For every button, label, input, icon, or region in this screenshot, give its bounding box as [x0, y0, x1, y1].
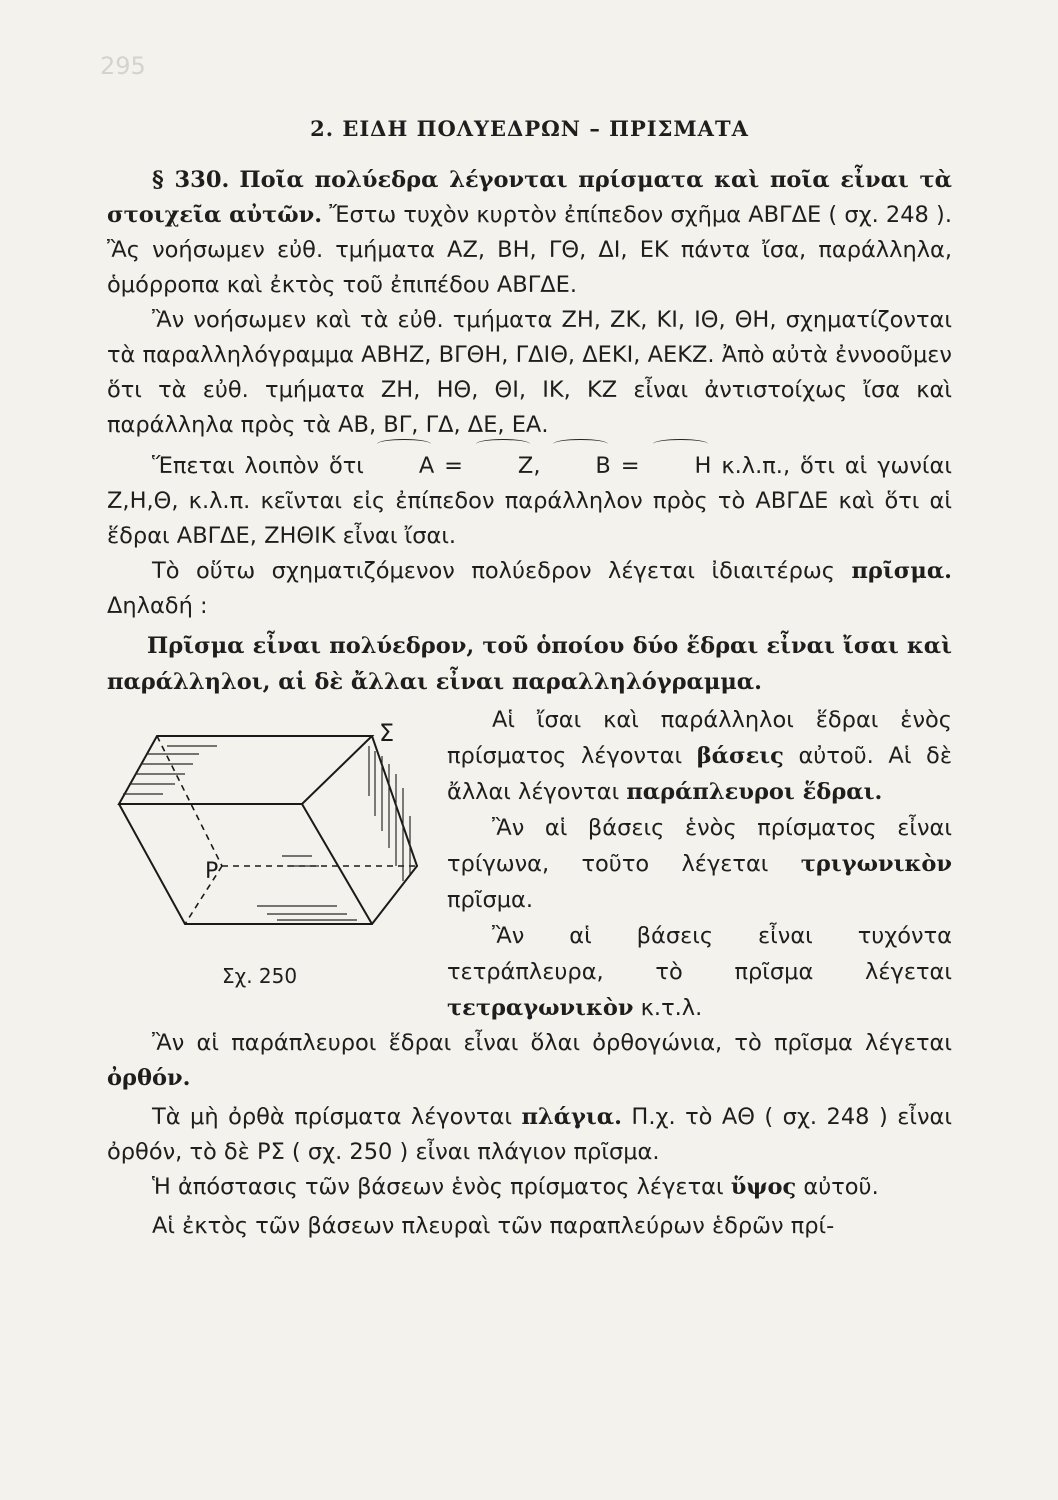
- equals-sign-2: =: [610, 453, 650, 479]
- angle-h: Η: [650, 449, 712, 484]
- angle-b: Β: [550, 449, 610, 484]
- paragraph-parallelograms: Ἂν νοήσωμεν καὶ τὰ εὐθ. τμήματα ΖΗ, ΖΚ, ΚΙ, ΙΘ, ΘΗ, σχηματίζονται τὰ παραλληλόγραμμα ΑΒΗΖ, ΒΓΘΗ, ΓΔΙΘ, ΔΕΚΙ, ΑΕΚΖ. Ἀπὸ αὐτὰ ἐννοοῦμεν ὅτι τὰ εὐθ. τμήματα ΖΗ, ΗΘ, ΘΙ, ΙΚ, ΚΖ εἶναι ἀντιστοίχως ἴσα καὶ παράλληλα πρὸς τὰ ΑΒ, ΒΓ, ΓΔ, ΔΕ, ΕΑ.: [107, 307, 952, 438]
- term-quadrangular: τετραγωνικὸν: [447, 995, 634, 1021]
- edge-left: [119, 804, 185, 924]
- comma: ,: [533, 453, 551, 479]
- term-right: ὀρθόν.: [107, 1065, 191, 1091]
- term-lateral-faces: παράπλευροι ἕδραι.: [626, 779, 883, 805]
- paragraph-330-text: Ἔστω τυχὸν κυρτὸν ἐπίπεδον σχῆμα ΑΒΓΔΕ ( σχ. 248 ). Ἂς νοήσωμεν εὐθ. τμήματα ΑΖ, ΒΗ, ΓΘ, ΔΙ, ΕΚ πάντα ἴσα, παράλληλα, ὁμόρροπα καὶ ἐκτὸς τοῦ ἐπιπέδου ΑΒΓΔΕ.: [107, 202, 952, 298]
- hidden-edge-back: [157, 736, 222, 866]
- figure-side-text: [447, 702, 952, 1026]
- paragraph-quadrangular: [447, 918, 952, 1026]
- term-bases: βάσεις: [696, 743, 784, 769]
- paragraph-oblique: [107, 1100, 952, 1170]
- paragraph-prism-intro: [107, 554, 952, 624]
- paragraph-330: [107, 163, 952, 303]
- figure-row: [107, 702, 952, 1026]
- label-sigma: Σ: [379, 719, 395, 747]
- height-after: αὐτοῦ.: [796, 1174, 879, 1200]
- paragraph-lateral-edges: Αἱ ἐκτὸς τῶν βάσεων πλευραὶ τῶν παραπλεύρων ἑδρῶν πρί-: [152, 1213, 835, 1239]
- height-text: Ἡ ἀπόστασις τῶν βάσεων ἑνὸς πρίσματος λέγεται: [152, 1174, 731, 1200]
- paragraph-right-prism: [107, 1026, 952, 1096]
- section-number: § 330.: [152, 167, 230, 193]
- quadrangular-text: Ἂν αἱ βάσεις εἶναι τυχόντα τετράπλευρα, τὸ πρῖσμα λέγεται: [447, 923, 952, 985]
- right-prism-text: Ἂν αἱ παράπλευροι ἕδραι εἶναι ὅλαι ὀρθογώνια, τὸ πρῖσμα λέγεται: [152, 1030, 952, 1056]
- paragraph-bases: [447, 702, 952, 810]
- term-prism: πρῖσμα.: [851, 558, 952, 584]
- equals-sign: =: [434, 453, 473, 479]
- figure-250: [107, 702, 447, 987]
- page-number: 295: [100, 52, 146, 80]
- bottom-edge: [185, 866, 417, 924]
- paragraph-height: [107, 1170, 952, 1205]
- oblique-text: Τὰ μὴ ὀρθὰ πρίσματα λέγονται: [152, 1104, 522, 1130]
- paragraph-triangular: [447, 810, 952, 918]
- angle-z: Ζ: [473, 449, 533, 484]
- prism-diagram: [107, 706, 437, 966]
- section-heading: 2. ΕΙΔΗ ΠΟΛΥΕΔΡΩΝ – ΠΡΙΣΜΑΤΑ: [310, 116, 749, 141]
- term-oblique: πλάγια.: [521, 1104, 622, 1130]
- prism-intro-text: Τὸ οὕτω σχηματιζόμενον πολύεδρον λέγεται ἰδιαιτέρως: [152, 558, 852, 584]
- bases-mid: αὐτοῦ. Αἱ δὲ ἄλλαι λέγονται: [447, 743, 952, 805]
- angle-a: Α: [374, 449, 434, 484]
- quadrangular-after: κ.τ.λ.: [633, 995, 703, 1021]
- page-body: [107, 116, 952, 1244]
- prism-intro-after: Δηλαδή :: [107, 593, 208, 619]
- figure-caption: Σχ. 250: [222, 964, 298, 988]
- paragraph-angles: [107, 449, 952, 554]
- oblique-after: Π.χ. τὸ ΑΘ ( σχ. 248 ) εἶναι ὀρθόν, τὸ δὲ ΡΣ ( σχ. 250 ) εἶναι πλάγιον πρῖσμα.: [107, 1104, 952, 1165]
- label-rho: Ρ: [205, 859, 219, 884]
- bases-text: Αἱ ἴσαι καὶ παράλληλοι ἕδραι ἑνὸς πρίσματος λέγονται: [447, 707, 952, 769]
- angles-intro: Ἕπεται λοιπὸν ὅτι: [152, 453, 374, 479]
- triangular-text: Ἂν αἱ βάσεις ἑνὸς πρίσματος εἶναι τρίγωνα, τοῦτο λέγεται: [447, 815, 952, 877]
- triangular-after: πρῖσμα.: [447, 887, 534, 913]
- term-triangular: τριγωνικὸν: [800, 851, 952, 877]
- prism-definition: Πρῖσμα εἶναι πολύεδρον, τοῦ ὁποίου δύο ἕδραι εἶναι ἴσαι καὶ παράλληλοι, αἱ δὲ ἄλλαι εἶναι παραλληλόγραμμα.: [107, 633, 952, 695]
- term-height: ὕψος: [730, 1174, 797, 1200]
- section-title: Ποῖα πολύεδρα λέγονται πρίσματα καὶ ποῖα εἶναι τὰ στοιχεῖα αὐτῶν.: [107, 167, 952, 228]
- angles-text: κ.λ.π., ὅτι αἱ γωνίαι Ζ,Η,Θ, κ.λ.π. κεῖνται εἰς ἐπίπεδον παράλληλον πρὸς τὸ ΑΒΓΔΕ καὶ ὅτι αἱ ἕδραι ΑΒΓΔΕ, ΖΗΘΙΚ εἶναι ἴσαι.: [107, 453, 952, 549]
